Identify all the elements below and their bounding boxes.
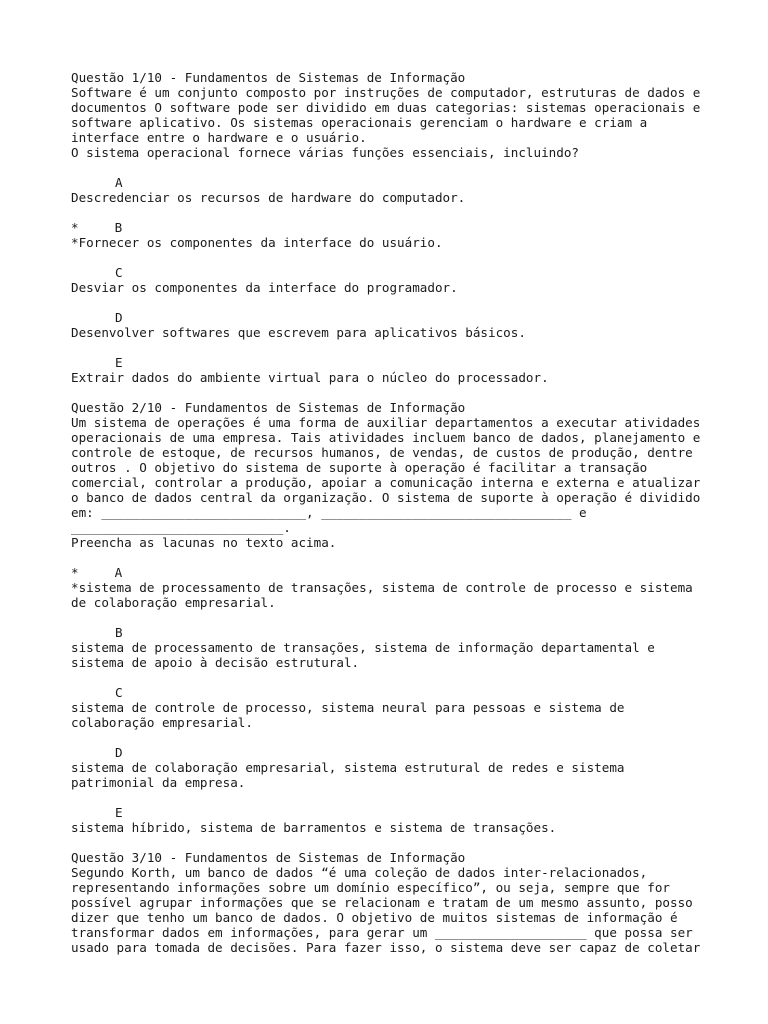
option-letter: A bbox=[115, 175, 123, 190]
question-title: Questão 3/10 - Fundamentos de Sistemas de Informação bbox=[71, 850, 466, 865]
answer-option-b[interactable] bbox=[71, 625, 711, 670]
option-text: sistema híbrido, sistema de barramentos e sistema de transações. bbox=[71, 820, 557, 835]
question-title: Questão 2/10 - Fundamentos de Sistemas de Informação bbox=[71, 400, 466, 415]
option-text: *Fornecer os componentes da interface do usuário. bbox=[71, 235, 443, 250]
option-text: *sistema de processamento de transações, sistema de controle de processo e sistema de colaboração empresarial. bbox=[71, 580, 693, 610]
option-letter: B bbox=[114, 220, 123, 235]
option-letter: B bbox=[115, 625, 123, 640]
option-letter: C bbox=[115, 685, 123, 700]
question-3 bbox=[71, 850, 711, 955]
option-letter: A bbox=[114, 565, 123, 580]
option-text: sistema de controle de processo, sistema neural para pessoas e sistema de colaboração empresarial. bbox=[71, 700, 625, 730]
option-letter: D bbox=[115, 310, 123, 325]
answer-option-b[interactable] bbox=[71, 220, 711, 250]
option-letter: C bbox=[115, 265, 123, 280]
option-letter: E bbox=[115, 355, 123, 370]
answer-option-e[interactable] bbox=[71, 805, 711, 835]
option-text: Extrair dados do ambiente virtual para o núcleo do processador. bbox=[71, 370, 549, 385]
question-body: Um sistema de operações é uma forma de auxiliar departamentos a executar atividades operacionais de uma empresa. Tais atividades incluem banco de dados, planejamento e controle de estoque, de recursos humanos, de vendas, de custos de produção, dentre outros . O objetivo do sistema de suporte à operação é facilitar a transação comercial, controlar a produção, apoiar a comunicação interna e externa e atualizar o banco de dados central da organização. O sistema de suporte à operação é dividido em: ___________________________, _________________________________ e ____________________________. Preencha as lacunas no texto acima. bbox=[71, 415, 701, 550]
option-text: Desenvolver softwares que escrevem para aplicativos básicos. bbox=[71, 325, 526, 340]
question-body: Segundo Korth, um banco de dados “é uma coleção de dados inter-relacionados, representando informações sobre um domínio específico”, ou seja, sempre que for possível agrupar informações que se relacionam e tratam de um mesmo assunto, posso dizer que tenho um banco de dados. O objetivo de muitos sistemas de informação é transformar dados em informações, para gerar um ____________________ que possa ser usado para tomada de decisões. Para fazer isso, o sistema deve ser capaz de coletar bbox=[71, 865, 701, 955]
answer-option-c[interactable] bbox=[71, 685, 711, 730]
answer-option-d[interactable] bbox=[71, 310, 711, 340]
answer-option-e[interactable] bbox=[71, 355, 711, 385]
answer-option-a[interactable] bbox=[71, 175, 711, 205]
question-1 bbox=[71, 70, 711, 400]
question-title: Questão 1/10 - Fundamentos de Sistemas de Informação bbox=[71, 70, 466, 85]
question-2 bbox=[71, 400, 711, 850]
answer-option-a[interactable] bbox=[71, 565, 711, 610]
option-letter: D bbox=[115, 745, 123, 760]
option-text: Desviar os componentes da interface do programador. bbox=[71, 280, 458, 295]
document bbox=[71, 70, 711, 955]
answer-option-d[interactable] bbox=[71, 745, 711, 790]
option-letter: E bbox=[115, 805, 123, 820]
option-text: sistema de colaboração empresarial, sistema estrutural de redes e sistema patrimonial da empresa. bbox=[71, 760, 625, 790]
option-marker: * bbox=[71, 565, 79, 580]
question-body: Software é um conjunto composto por instruções de computador, estruturas de dados e documentos O software pode ser dividido em duas categorias: sistemas operacionais e software aplicativo. Os sistemas operacionais gerenciam o hardware e criam a interface entre o hardware e o usuário. O sistema operacional fornece várias funções essenciais, incluindo? bbox=[71, 85, 701, 160]
option-text: Descredenciar os recursos de hardware do computador. bbox=[71, 190, 466, 205]
answer-option-c[interactable] bbox=[71, 265, 711, 295]
option-marker: * bbox=[71, 220, 79, 235]
option-text: sistema de processamento de transações, sistema de informação departamental e sistema de apoio à decisão estrutural. bbox=[71, 640, 655, 670]
